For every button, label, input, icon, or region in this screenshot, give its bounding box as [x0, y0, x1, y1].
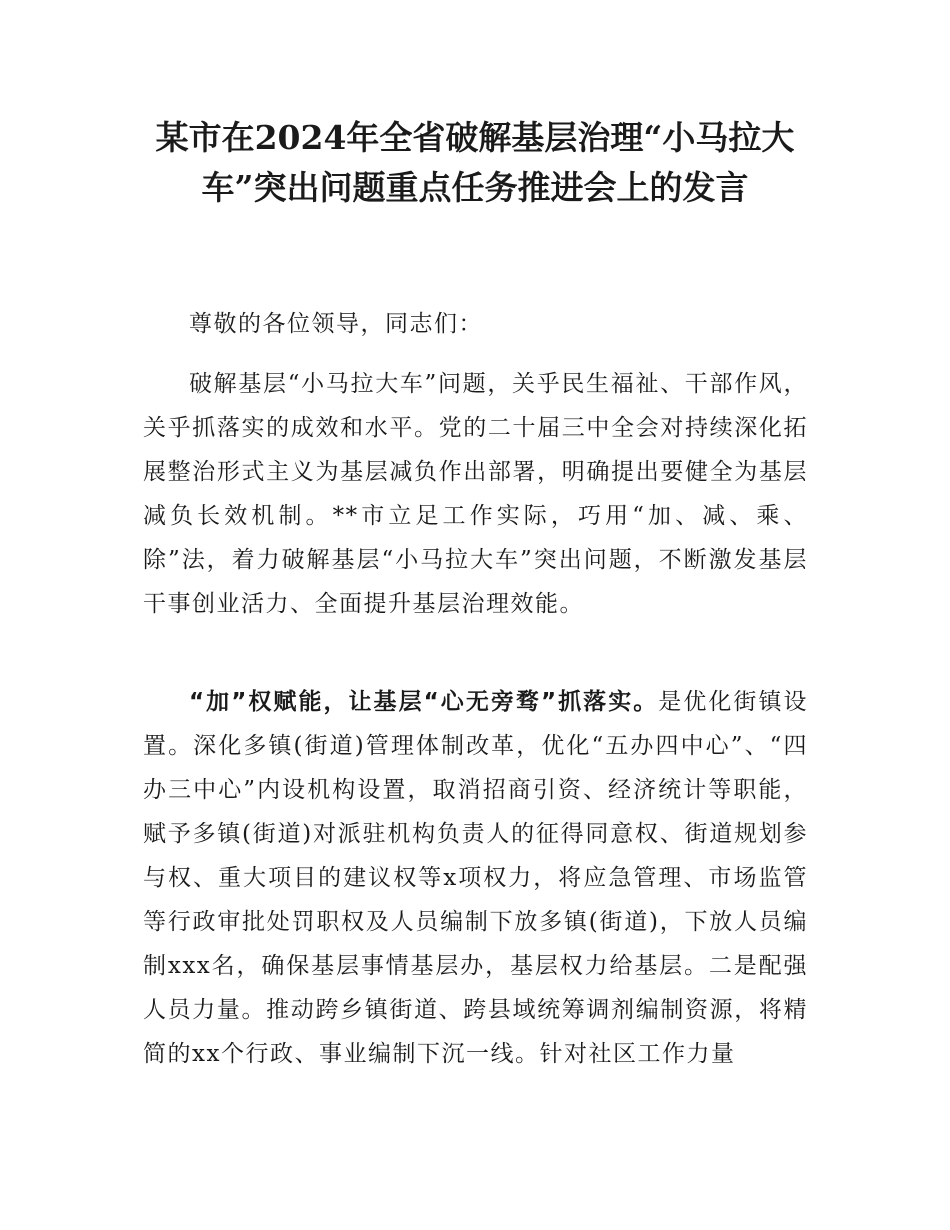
document-title — [100, 113, 850, 213]
paragraph-intro: 破解基层“小马拉大车”问题，关乎民生福祉、干部作风，关乎抓落实的成效和水平。党的二十届三中全会对持续深化拓展整治形式主义为基层减负作出部署，明确提出要健全为基层减负长效机制。**市立足工作实际，巧用“加、减、乘、除”法，着力破解基层“小马拉大车”突出问题，不断激发基层干事创业活力、全面提升基层治理效能。 — [143, 371, 808, 617]
paragraph-lead-heading: “加”权赋能，让基层“心无旁骛”抓落实。 — [189, 689, 659, 715]
paragraph-add-empower — [143, 680, 808, 1076]
title-line-2: 车”突出问题重点任务推进会上的发言 — [201, 168, 749, 207]
greeting: 尊敬的各位领导，同志们： — [189, 311, 483, 337]
title-line-1: 某市在2024年全省破解基层治理“小马拉大 — [155, 118, 795, 157]
paragraph-body: 是优化街镇设置。深化多镇(街道)管理体制改革，优化“五办四中心”、“四办三中心”内设机构设置，取消招商引资、经济统计等职能，赋予多镇(街道)对派驻机构负责人的征得同意权、街道规划参与权、重大项目的建议权等x项权力，将应急管理、市场监管等行政审批处罚职权及人员编制下放多镇(街道)，下放人员编制xxx名，确保基层事情基层办，基层权力给基层。二是配强人员力量。推动跨乡镇街道、跨县域统筹调剂编制资源，将精简的xx个行政、事业编制下沉一线。针对社区工作力量 — [143, 689, 809, 1067]
